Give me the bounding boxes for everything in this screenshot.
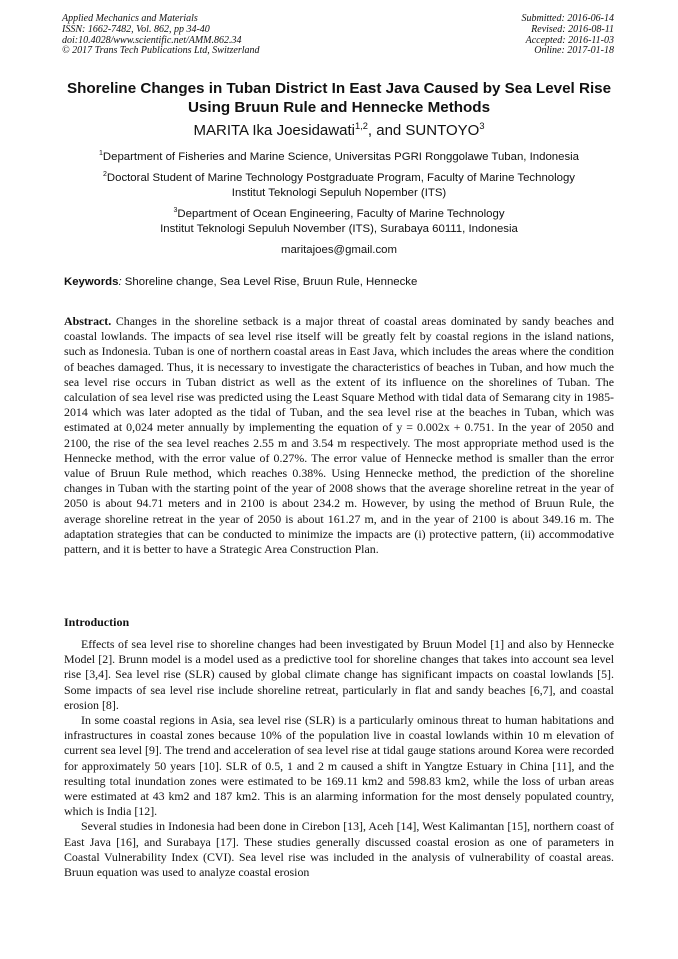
abstract-label: Abstract.: [64, 314, 112, 328]
date-online: Online: 2017-01-18: [534, 45, 614, 57]
submission-dates: [522, 14, 615, 57]
affiliation-2: [40, 171, 638, 200]
affiliation-3-line-2: Institut Teknologi Sepuluh November (ITS), Surabaya 60111, Indonesia: [160, 222, 518, 235]
date-submitted: Submitted: 2016-06-14: [521, 13, 614, 24]
date-accepted: Accepted: 2016-11-03: [525, 34, 614, 46]
keywords-text: Shoreline change, Sea Level Rise, Bruun Rule, Hennecke: [124, 276, 418, 288]
affiliation-1: [40, 150, 638, 165]
journal-name: Applied Mechanics and Materials: [62, 13, 198, 24]
affiliation-1-text: Department of Fisheries and Marine Science, Universitas PGRI Ronggolawe Tuban, Indonesia: [102, 151, 580, 163]
intro-paragraph-1: Effects of sea level rise to shoreline changes had been investigated by Bruun Model [1] and also by Hennecke Model [2]. Brunn model is a model used as a predictive tool for shoreline changes that takes into account sea level rise [3,4]. Sea level rise (SLR) caused by global climate change has significant impacts on coastal lowlands [5]. Some impacts of sea level rise include shoreline retreat, particularly in flat and sandy beaches [6,7], and coastal erosion [8].: [64, 637, 614, 712]
author-email[interactable]: maritajoes@gmail.com: [280, 244, 397, 256]
keywords-line: [64, 276, 417, 288]
author-line: [0, 122, 678, 140]
affiliation-2-line-1: Doctoral Student of Marine Technology Postgraduate Program, Faculty of Marine Technology: [106, 172, 576, 184]
abstract: [64, 314, 614, 557]
journal-info: [62, 14, 260, 57]
intro-paragraph-3: Several studies in Indonesia had been done in Cirebon [13], Aceh [14], West Kalimantan [15], northern coast of East Java [16], and Surabaya [17]. These studies generally discussed coastal erosion as one of parameters in Coastal Vulnerability Index (CVI). Sea level rise was included in the analysis of vulnerability of coastal areas. Bruun equation was used to analyze coastal erosion: [64, 819, 614, 880]
author-2: SUNTOYO: [405, 122, 480, 139]
author-1-affiliation-mark: 1,2: [354, 121, 368, 131]
author-2-affiliation-mark: 3: [479, 121, 485, 131]
affiliation-1-mark: 1: [98, 150, 103, 158]
paper-title: Shoreline Changes in Tuban District In East Java Caused by Sea Level Rise Using Bruun Rule and Hennecke Methods: [66, 80, 612, 116]
introduction-body: [64, 637, 614, 880]
journal-doi: doi:10.4028/www.scientific.net/AMM.862.34: [62, 34, 242, 46]
affiliation-2-mark: 2: [102, 171, 107, 179]
affiliation-2-line-2: Institut Teknologi Sepuluh Nopember (ITS): [231, 186, 447, 199]
abstract-text: Changes in the shoreline setback is a major threat of coastal areas dominated by sandy beaches and coastal lowlands. The impacts of sea level rise itself will be greatly felt by coastal regions in the island nations, such as Indonesia. Tuban is one of northern coastal areas in East Java, which includes the areas where the condition of beaches damaged. Thus, it is necessary to investigate the characteristics of beaches in Tuban, and how much the sea level rise occurs in Tuban district as well as the extent of its influence on the shorelines of Tuban. The calculation of sea level rise was predicted using the Least Square Method with tidal data of Semarang city in 1985-2014 which was later adopted as the tidal of Tuban, and the sea level rise at the beaches in Tuban, which was estimated at 0,024 meter annually by implementing the equation of y = 0.002x + 0.751. In the year of 2050 and 2100, the rise of the sea level reaches 2.55 m and 3.54 m respectively. The most appropriate method used is the Hennecke method, with the error value of 0.27%. The error value of Hennecke method is smaller than the error value of Bruun Rule method, which reaches 0.38%. Using Hennecke method, the prediction of the shoreline changes in Tuban with the starting point of the year of 2008 shows that the average shoreline retreat in the year of 2050 is about 94.71 meters and in 2100 is about 234.2 m. However, by using the method of Bruun Rule, the average shoreline retreat in the year of 2050 is about 161.27 m, and in the year of 2100 is about 349.16 m. The adaptation strategies that can be conducted to minimize the impacts are (i) protective pattern, (ii) accommodative pattern, and it is better to have a Strategic Area Construction Plan.: [64, 314, 614, 557]
affiliation-3: [40, 207, 638, 236]
affiliation-3-line-1: Department of Ocean Engineering, Faculty of Marine Technology: [177, 208, 505, 220]
journal-copyright: © 2017 Trans Tech Publications Ltd, Switzerland: [62, 45, 260, 57]
intro-paragraph-2: In some coastal regions in Asia, sea level rise (SLR) is a particularly ominous threat to human habitations and infrastructures in coastal zones because 10% of the population live in coastal lowlands within 10 m elevation of current sea level [9]. The trend and acceleration of sea level rise at tidal gauge stations around Korea were recorded for approximately 50 years [10]. SLR of 0.5, 1 and 2 m caused a shift in Yangtze Estuary in China [11], and the resulting total inundation zones were estimated to be 169.11 km2 and 598.83 km2, while the loss of urban areas were estimated at 43 km2 and 187 km2. This is an alarming information for the most densely populated country, which is India [12].: [64, 713, 614, 819]
journal-issn: ISSN: 1662-7482, Vol. 862, pp 34-40: [62, 23, 210, 35]
keywords-label: Keywords: [64, 276, 119, 288]
author-separator: , and: [367, 122, 406, 139]
keywords-separator: :: [118, 276, 125, 288]
affiliation-3-mark: 3: [173, 207, 178, 215]
date-revised: Revised: 2016-08-11: [531, 23, 614, 35]
section-heading-introduction: Introduction: [64, 615, 130, 629]
author-1: MARITA Ika Joesidawati: [193, 122, 355, 139]
